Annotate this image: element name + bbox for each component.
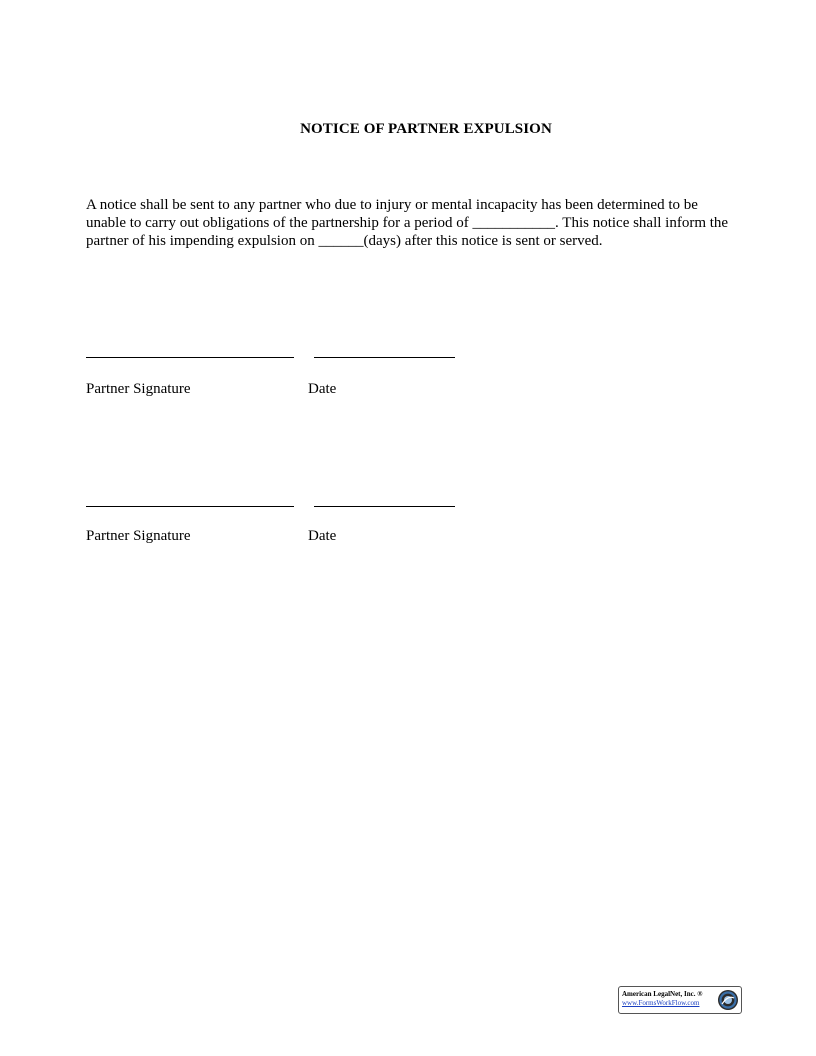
date-line[interactable] [314, 357, 455, 358]
date-label: Date [308, 381, 337, 397]
footer-company: American LegalNet, Inc. ® [622, 990, 703, 998]
footer-badge[interactable] [618, 986, 742, 1014]
paragraph-line: A notice shall be sent to any partner who due to injury or mental incapacity has been determined to be [86, 197, 698, 213]
notice-paragraph [86, 196, 786, 250]
globe-logo-icon [717, 989, 739, 1011]
page-title: NOTICE OF PARTNER EXPULSION [300, 121, 552, 137]
signature-line[interactable] [86, 506, 294, 507]
signature-label: Partner Signature [86, 381, 191, 397]
date-line[interactable] [314, 506, 455, 507]
footer-website-link[interactable]: www.FormsWorkFlow.com [622, 999, 700, 1007]
signature-label: Partner Signature [86, 528, 191, 544]
paragraph-line: partner of his impending expulsion on ______(days) after this notice is sent or served. [86, 233, 603, 249]
date-label: Date [308, 528, 337, 544]
paragraph-line: unable to carry out obligations of the partnership for a period of ___________. This notice shall inform the [86, 215, 729, 231]
signature-line[interactable] [86, 357, 294, 358]
